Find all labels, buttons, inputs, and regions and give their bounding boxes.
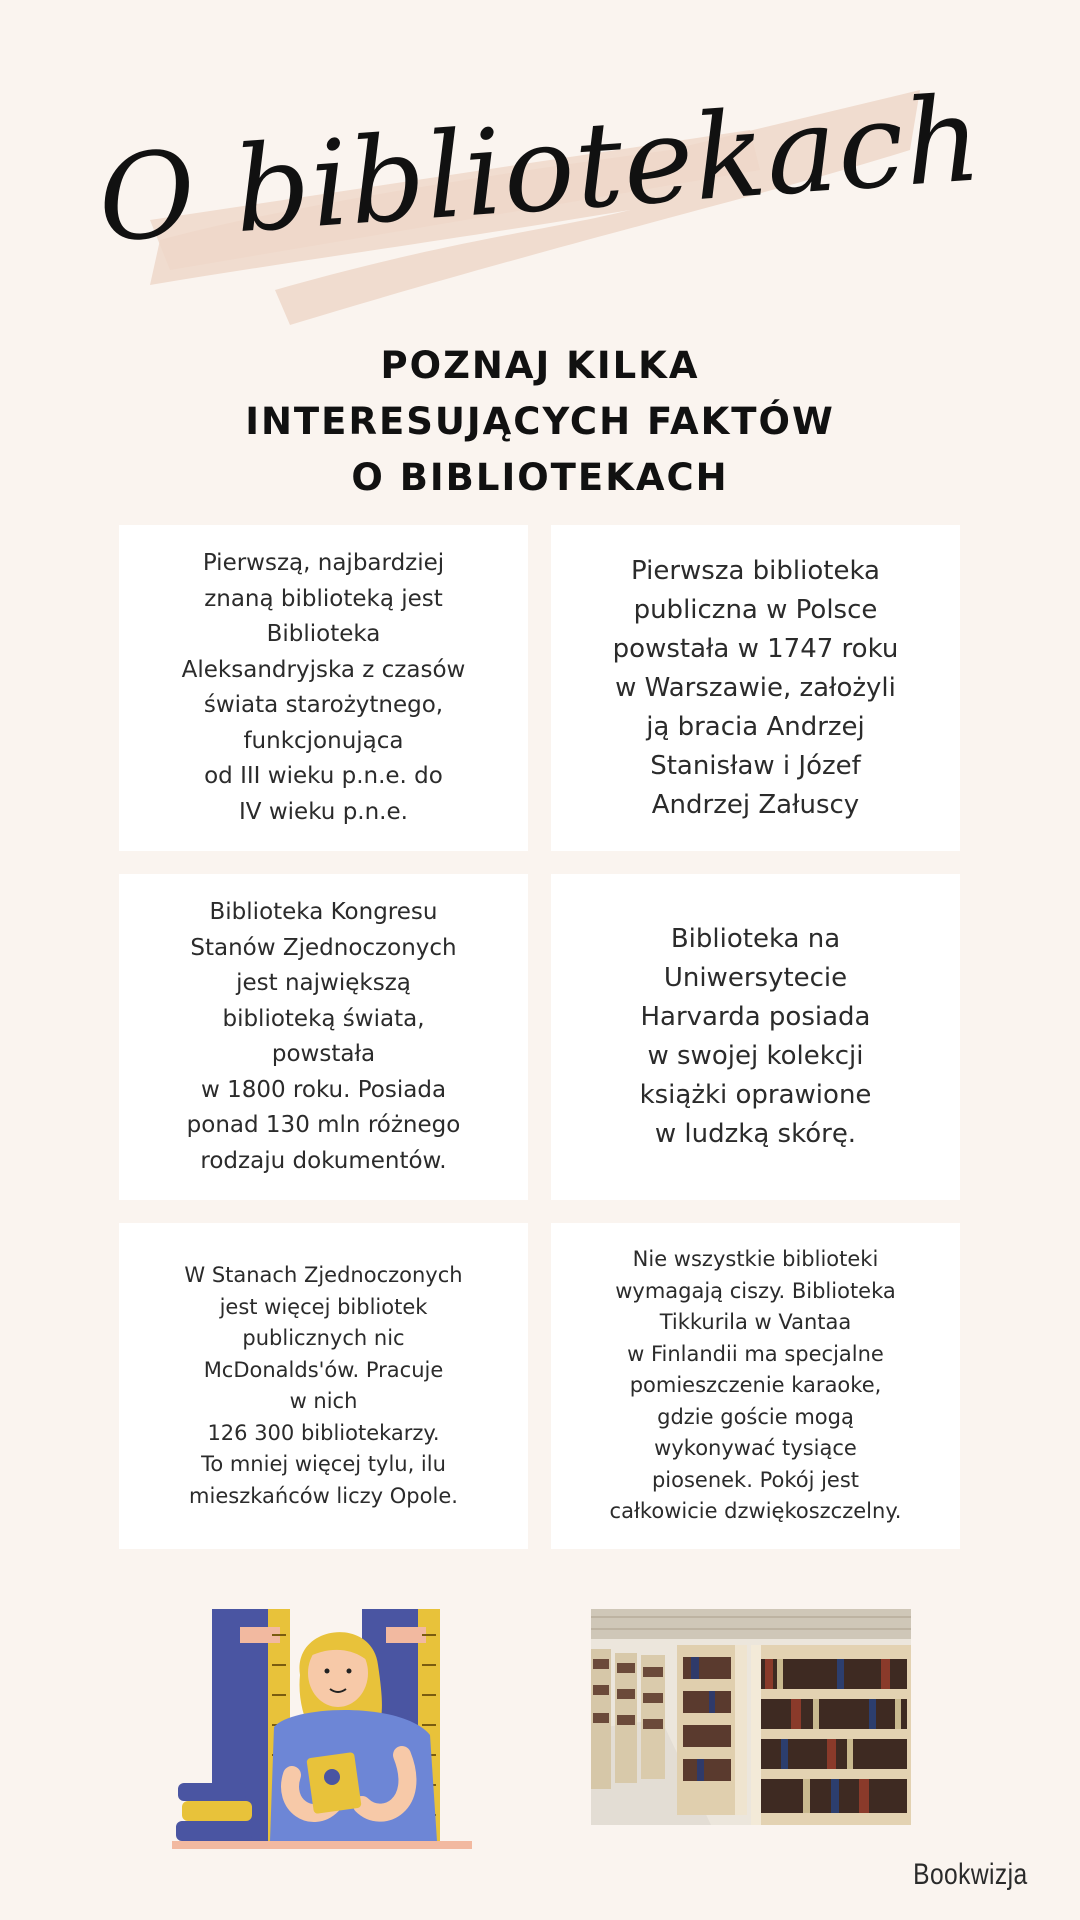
fact-text: Biblioteka na Uniwersytecie Harvarda posiada w swojej kolekcji książki oprawione w ludzką skórę. <box>639 924 872 1149</box>
subtitle-line: O BIBLIOTEKACH <box>351 456 729 499</box>
page-subtitle <box>0 338 1080 506</box>
subtitle-line: INTERESUJĄCYCH FAKTÓW <box>245 400 835 443</box>
fact-text: Pierwsza biblioteka publiczna w Polsce powstała w 1747 roku w Warszawie, założyli ją bracia Andrzej Stanisław i Józef Andrzej Załuscy <box>612 555 899 820</box>
woman-reading-illustration <box>172 1605 482 1855</box>
fact-card-first-public-library <box>551 525 960 851</box>
fact-card-library-of-congress <box>119 874 528 1200</box>
fact-card-us-libraries <box>119 1223 528 1549</box>
library-photo-image <box>591 1609 911 1825</box>
fact-text: Biblioteka Kongresu Stanów Zjednoczonych jest największą biblioteką świata, powstała w 1800 roku. Posiada ponad 130 mln różnego rodzaju dokumentów. <box>186 899 461 1174</box>
fact-text: Pierwszą, najbardziej znaną biblioteką jest Biblioteka Aleksandryjska z czasów świata starożytnego, funkcjonująca od III wieku p.n.e. do IV wieku p.n.e. <box>181 550 466 825</box>
brand-signature: Bookwizja <box>913 1858 1028 1891</box>
library-shelves-photo <box>591 1609 911 1825</box>
fact-card-tikkurila <box>551 1223 960 1549</box>
fact-text: W Stanach Zjednoczonych jest więcej bibliotek publicznych nic McDonalds'ów. Pracuje w nich 126 300 bibliotekarzy. To mniej więcej tylu, ilu mieszkańców liczy Opole. <box>184 1263 463 1508</box>
page-title: O bibliotekach <box>93 69 987 269</box>
subtitle-line: POZNAJ KILKA <box>380 344 700 387</box>
fact-card-harvard <box>551 874 960 1200</box>
fact-text: Nie wszystkie biblioteki wymagają ciszy. Biblioteka Tikkurila w Vantaa w Finlandii ma specjalne pomieszczenie karaoke, gdzie goście mogą wykonywać tysiące piosenek. Pokój jest całkowicie dzwiękoszczelny. <box>609 1247 902 1524</box>
fact-card-alexandria <box>119 525 528 851</box>
